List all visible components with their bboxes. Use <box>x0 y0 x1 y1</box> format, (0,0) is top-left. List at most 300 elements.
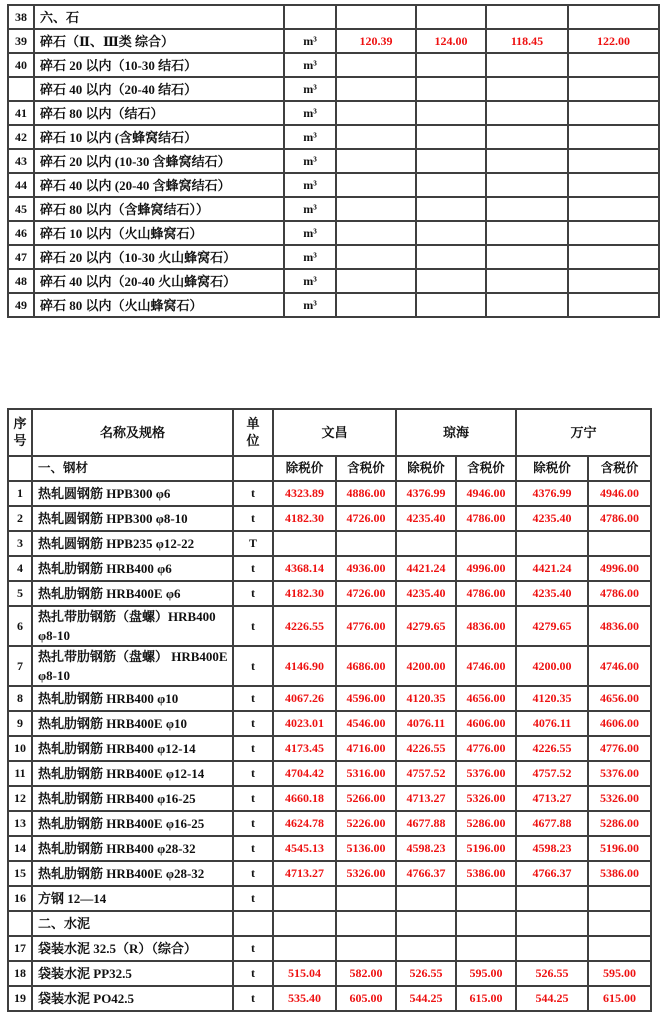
item-name-cell: 碎石 20 以内（10-30 火山蜂窝石） <box>34 245 284 269</box>
price-cell <box>456 936 516 961</box>
price-cell: 5136.00 <box>336 836 396 861</box>
price-cell: 122.00 <box>568 29 659 53</box>
item-name-cell: 方钢 12—14 <box>32 886 233 911</box>
table-row <box>8 125 659 149</box>
price-cell: 4946.00 <box>456 481 516 506</box>
table-row <box>8 77 659 101</box>
price-cell: 4200.00 <box>396 646 456 686</box>
table-row <box>8 506 651 531</box>
row-number-cell: 16 <box>8 886 32 911</box>
row-number-cell: 11 <box>8 761 32 786</box>
item-name-cell: 热轧肋钢筋 HRB400 φ16-25 <box>32 786 233 811</box>
price-cell <box>336 293 416 317</box>
price-cell <box>336 911 396 936</box>
row-number-cell: 5 <box>8 581 32 606</box>
price-cell <box>396 936 456 961</box>
table-row <box>8 861 651 886</box>
unit-cell: m³ <box>284 221 336 245</box>
row-number-cell: 49 <box>8 293 34 317</box>
unit-cell: T <box>233 531 273 556</box>
price-cell <box>416 173 486 197</box>
price-cell: 5226.00 <box>336 811 396 836</box>
price-cell: 4726.00 <box>336 506 396 531</box>
unit-cell: t <box>233 481 273 506</box>
table-row <box>8 245 659 269</box>
price-cell: 4624.78 <box>273 811 336 836</box>
row-number-cell: 38 <box>8 5 34 29</box>
table-row <box>8 986 651 1011</box>
price-cell: 5326.00 <box>336 861 396 886</box>
price-cell: 5386.00 <box>588 861 651 886</box>
unit-cell <box>284 5 336 29</box>
row-number-cell: 43 <box>8 149 34 173</box>
price-cell <box>588 531 651 556</box>
price-cell <box>588 886 651 911</box>
unit-cell: t <box>233 556 273 581</box>
item-name-cell: 碎石（Ⅱ、Ⅲ类 综合） <box>34 29 284 53</box>
header-city-qionghai: 琼海 <box>396 409 516 456</box>
price-cell <box>568 269 659 293</box>
table-row <box>8 886 651 911</box>
item-name-cell: 碎石 20 以内 (10-30 含蜂窝结石） <box>34 149 284 173</box>
col-label-extax: 除税价 <box>516 456 588 481</box>
table-row <box>8 556 651 581</box>
unit-cell: m³ <box>284 149 336 173</box>
price-cell: 4421.24 <box>396 556 456 581</box>
price-cell <box>486 293 568 317</box>
price-cell: 4376.99 <box>516 481 588 506</box>
table-row <box>8 293 659 317</box>
header-city-wanning: 万宁 <box>516 409 651 456</box>
row-number-cell: 47 <box>8 245 34 269</box>
price-cell <box>336 936 396 961</box>
price-cell <box>336 886 396 911</box>
price-cell: 4120.35 <box>396 686 456 711</box>
table-row <box>8 173 659 197</box>
price-cell: 595.00 <box>588 961 651 986</box>
price-cell: 120.39 <box>336 29 416 53</box>
price-cell: 4713.27 <box>516 786 588 811</box>
table-row <box>8 646 651 686</box>
price-cell <box>396 911 456 936</box>
price-cell <box>486 125 568 149</box>
price-cell: 5326.00 <box>588 786 651 811</box>
row-number-cell: 15 <box>8 861 32 886</box>
price-cell <box>588 936 651 961</box>
item-name-cell: 二、水泥 <box>32 911 233 936</box>
price-cell <box>416 245 486 269</box>
price-cell: 4656.00 <box>456 686 516 711</box>
price-cell <box>588 911 651 936</box>
item-name-cell: 袋装水泥 PP32.5 <box>32 961 233 986</box>
price-cell: 5326.00 <box>456 786 516 811</box>
price-cell: 595.00 <box>456 961 516 986</box>
price-cell: 4173.45 <box>273 736 336 761</box>
col-label-extax: 除税价 <box>396 456 456 481</box>
row-number-cell: 9 <box>8 711 32 736</box>
price-cell <box>336 149 416 173</box>
price-cell: 4836.00 <box>456 606 516 646</box>
row-number-cell: 17 <box>8 936 32 961</box>
price-cell: 4235.40 <box>396 581 456 606</box>
price-cell <box>456 886 516 911</box>
unit-cell: m³ <box>284 197 336 221</box>
price-cell: 4677.88 <box>516 811 588 836</box>
item-name-cell: 碎石 80 以内（结石） <box>34 101 284 125</box>
price-cell <box>416 197 486 221</box>
price-cell: 4996.00 <box>456 556 516 581</box>
price-cell: 4067.26 <box>273 686 336 711</box>
row-number-cell: 42 <box>8 125 34 149</box>
col-label-inctax: 含税价 <box>456 456 516 481</box>
item-name-cell: 袋装水泥 PO42.5 <box>32 986 233 1011</box>
price-cell <box>516 936 588 961</box>
price-cell: 4076.11 <box>516 711 588 736</box>
price-cell <box>486 53 568 77</box>
price-cell: 4786.00 <box>588 581 651 606</box>
price-cell: 4716.00 <box>336 736 396 761</box>
item-name-cell: 热轧肋钢筋 HRB400E φ28-32 <box>32 861 233 886</box>
item-name-cell: 热轧肋钢筋 HRB400 φ10 <box>32 686 233 711</box>
table-row <box>8 221 659 245</box>
price-cell: 4996.00 <box>588 556 651 581</box>
price-cell <box>416 293 486 317</box>
price-cell <box>568 221 659 245</box>
price-cell <box>568 125 659 149</box>
price-cell: 4226.55 <box>396 736 456 761</box>
price-cell: 118.45 <box>486 29 568 53</box>
unit-cell: t <box>233 986 273 1011</box>
price-cell <box>336 5 416 29</box>
price-cell: 4776.00 <box>588 736 651 761</box>
price-cell <box>486 77 568 101</box>
price-cell <box>516 911 588 936</box>
subheader-unit-empty <box>233 456 273 481</box>
row-number-cell: 10 <box>8 736 32 761</box>
price-cell: 615.00 <box>588 986 651 1011</box>
unit-cell: t <box>233 646 273 686</box>
price-cell <box>273 886 336 911</box>
price-cell <box>336 77 416 101</box>
table-row <box>8 936 651 961</box>
unit-cell: t <box>233 811 273 836</box>
price-cell: 4323.89 <box>273 481 336 506</box>
price-cell: 4660.18 <box>273 786 336 811</box>
price-cell <box>568 101 659 125</box>
unit-cell <box>233 911 273 936</box>
row-number-cell: 8 <box>8 686 32 711</box>
price-cell: 4226.55 <box>273 606 336 646</box>
unit-cell: t <box>233 936 273 961</box>
price-cell: 5196.00 <box>456 836 516 861</box>
item-name-cell: 热扎带肋钢筋（盘螺）HRB400 φ8-10 <box>32 606 233 646</box>
price-cell: 4836.00 <box>588 606 651 646</box>
steel-cement-price-table <box>7 408 652 1012</box>
price-cell: 4677.88 <box>396 811 456 836</box>
price-cell: 4776.00 <box>456 736 516 761</box>
unit-cell: t <box>233 886 273 911</box>
table-row <box>8 961 651 986</box>
price-cell <box>486 221 568 245</box>
unit-cell: t <box>233 786 273 811</box>
price-cell <box>486 5 568 29</box>
unit-cell: m³ <box>284 269 336 293</box>
item-name-cell: 热轧肋钢筋 HRB400 φ28-32 <box>32 836 233 861</box>
row-number-cell: 2 <box>8 506 32 531</box>
row-number-cell: 18 <box>8 961 32 986</box>
header-name: 名称及规格 <box>32 409 233 456</box>
price-cell: 4545.13 <box>273 836 336 861</box>
subheader-no-empty <box>8 456 32 481</box>
price-cell: 4182.30 <box>273 506 336 531</box>
price-cell: 124.00 <box>416 29 486 53</box>
table-header-row <box>8 409 651 456</box>
unit-cell: t <box>233 961 273 986</box>
row-number-cell: 39 <box>8 29 34 53</box>
price-cell <box>516 531 588 556</box>
price-cell <box>568 173 659 197</box>
col-label-extax: 除税价 <box>273 456 336 481</box>
row-number-cell: 46 <box>8 221 34 245</box>
price-cell: 4766.37 <box>396 861 456 886</box>
price-cell: 4235.40 <box>396 506 456 531</box>
price-cell <box>416 149 486 173</box>
price-cell: 4606.00 <box>456 711 516 736</box>
price-cell: 4200.00 <box>516 646 588 686</box>
table-row <box>8 5 659 29</box>
row-number-cell: 14 <box>8 836 32 861</box>
col-label-inctax: 含税价 <box>336 456 396 481</box>
price-cell <box>336 101 416 125</box>
item-name-cell: 碎石 10 以内（火山蜂窝石） <box>34 221 284 245</box>
price-cell <box>416 77 486 101</box>
price-cell <box>568 293 659 317</box>
price-cell <box>516 886 588 911</box>
price-cell <box>336 531 396 556</box>
price-cell: 5376.00 <box>456 761 516 786</box>
unit-cell: m³ <box>284 125 336 149</box>
unit-cell: m³ <box>284 293 336 317</box>
price-cell: 526.55 <box>396 961 456 986</box>
price-cell <box>396 531 456 556</box>
table-row <box>8 836 651 861</box>
price-cell: 4746.00 <box>588 646 651 686</box>
price-cell: 4726.00 <box>336 581 396 606</box>
price-cell <box>336 197 416 221</box>
table-row <box>8 711 651 736</box>
item-name-cell: 碎石 40 以内（20-40 火山蜂窝石） <box>34 269 284 293</box>
price-cell: 4656.00 <box>588 686 651 711</box>
price-cell: 4023.01 <box>273 711 336 736</box>
price-cell: 4235.40 <box>516 581 588 606</box>
price-cell <box>568 5 659 29</box>
price-cell: 4776.00 <box>336 606 396 646</box>
row-number-cell: 12 <box>8 786 32 811</box>
price-cell: 5286.00 <box>588 811 651 836</box>
header-city-wenchang: 文昌 <box>273 409 396 456</box>
table-row <box>8 29 659 53</box>
item-name-cell: 碎石 40 以内 (20-40 含蜂窝结石） <box>34 173 284 197</box>
price-cell: 4886.00 <box>336 481 396 506</box>
price-cell <box>486 269 568 293</box>
price-cell <box>486 197 568 221</box>
price-cell: 4686.00 <box>336 646 396 686</box>
price-cell: 4146.90 <box>273 646 336 686</box>
table-row <box>8 606 651 646</box>
price-cell: 544.25 <box>396 986 456 1011</box>
price-cell <box>396 886 456 911</box>
table-row <box>8 149 659 173</box>
row-number-cell <box>8 911 32 936</box>
price-cell: 4182.30 <box>273 581 336 606</box>
item-name-cell: 六、石 <box>34 5 284 29</box>
price-cell: 4279.65 <box>396 606 456 646</box>
section-steel-label: 一、钢材 <box>32 456 233 481</box>
item-name-cell: 热轧肋钢筋 HRB400E φ6 <box>32 581 233 606</box>
price-cell: 4235.40 <box>516 506 588 531</box>
unit-cell: m³ <box>284 29 336 53</box>
table-row <box>8 811 651 836</box>
item-name-cell: 热轧圆钢筋 HPB300 φ6 <box>32 481 233 506</box>
row-number-cell: 7 <box>8 646 32 686</box>
unit-cell: t <box>233 711 273 736</box>
price-cell: 5376.00 <box>588 761 651 786</box>
table-row <box>8 736 651 761</box>
row-number-cell: 19 <box>8 986 32 1011</box>
price-cell: 4786.00 <box>588 506 651 531</box>
price-cell: 4598.23 <box>396 836 456 861</box>
unit-cell: t <box>233 581 273 606</box>
row-number-cell: 13 <box>8 811 32 836</box>
item-name-cell: 碎石 10 以内 (含蜂窝结石） <box>34 125 284 149</box>
unit-cell: t <box>233 761 273 786</box>
price-cell <box>486 173 568 197</box>
header-unit-label: 单位 <box>246 416 260 448</box>
price-cell <box>336 173 416 197</box>
price-cell: 5386.00 <box>456 861 516 886</box>
unit-cell: m³ <box>284 77 336 101</box>
table-row <box>8 686 651 711</box>
price-cell: 4598.23 <box>516 836 588 861</box>
item-name-cell: 热轧肋钢筋 HRB400 φ6 <box>32 556 233 581</box>
price-cell <box>568 149 659 173</box>
price-cell: 4076.11 <box>396 711 456 736</box>
unit-cell: t <box>233 686 273 711</box>
item-name-cell: 碎石 40 以内（20-40 结石） <box>34 77 284 101</box>
price-cell <box>416 53 486 77</box>
price-cell <box>486 101 568 125</box>
price-cell <box>416 221 486 245</box>
table-subheader-row <box>8 456 651 481</box>
price-cell: 4226.55 <box>516 736 588 761</box>
price-cell: 5196.00 <box>588 836 651 861</box>
price-cell <box>416 101 486 125</box>
price-cell: 615.00 <box>456 986 516 1011</box>
price-cell: 515.04 <box>273 961 336 986</box>
row-number-cell: 40 <box>8 53 34 77</box>
price-cell: 4704.42 <box>273 761 336 786</box>
price-cell: 4606.00 <box>588 711 651 736</box>
price-cell: 4279.65 <box>516 606 588 646</box>
price-cell <box>456 531 516 556</box>
price-cell: 544.25 <box>516 986 588 1011</box>
price-cell: 4546.00 <box>336 711 396 736</box>
row-number-cell: 44 <box>8 173 34 197</box>
price-cell: 582.00 <box>336 961 396 986</box>
col-label-inctax: 含税价 <box>588 456 651 481</box>
unit-cell: t <box>233 606 273 646</box>
table-row <box>8 761 651 786</box>
price-cell: 4596.00 <box>336 686 396 711</box>
price-cell: 5316.00 <box>336 761 396 786</box>
unit-cell: m³ <box>284 53 336 77</box>
price-cell: 4746.00 <box>456 646 516 686</box>
table-row <box>8 531 651 556</box>
price-cell: 4766.37 <box>516 861 588 886</box>
header-unit <box>233 409 273 456</box>
item-name-cell: 袋装水泥 32.5（R）（综合） <box>32 936 233 961</box>
price-cell <box>273 911 336 936</box>
row-number-cell: 4 <box>8 556 32 581</box>
row-number-cell <box>8 77 34 101</box>
item-name-cell: 碎石 20 以内（10-30 结石） <box>34 53 284 77</box>
unit-cell: m³ <box>284 173 336 197</box>
price-cell <box>568 197 659 221</box>
table-row <box>8 101 659 125</box>
unit-cell: t <box>233 736 273 761</box>
price-cell <box>273 936 336 961</box>
price-cell <box>273 531 336 556</box>
price-cell: 5286.00 <box>456 811 516 836</box>
table-row <box>8 911 651 936</box>
item-name-cell: 热轧圆钢筋 HPB235 φ12-22 <box>32 531 233 556</box>
price-cell <box>568 245 659 269</box>
unit-cell: m³ <box>284 101 336 125</box>
row-number-cell: 6 <box>8 606 32 646</box>
price-cell: 4786.00 <box>456 506 516 531</box>
row-number-cell: 3 <box>8 531 32 556</box>
price-cell: 5266.00 <box>336 786 396 811</box>
price-cell: 4713.27 <box>396 786 456 811</box>
price-cell <box>336 221 416 245</box>
item-name-cell: 碎石 80 以内（火山蜂窝石） <box>34 293 284 317</box>
price-cell: 526.55 <box>516 961 588 986</box>
price-cell: 4120.35 <box>516 686 588 711</box>
table-row <box>8 53 659 77</box>
price-cell: 4786.00 <box>456 581 516 606</box>
price-cell <box>336 53 416 77</box>
price-cell <box>568 77 659 101</box>
item-name-cell: 热轧圆钢筋 HPB300 φ8-10 <box>32 506 233 531</box>
price-cell <box>486 245 568 269</box>
item-name-cell: 热轧肋钢筋 HRB400E φ16-25 <box>32 811 233 836</box>
item-name-cell: 热扎带肋钢筋（盘螺） HRB400E φ8-10 <box>32 646 233 686</box>
price-cell <box>568 53 659 77</box>
price-cell: 535.40 <box>273 986 336 1011</box>
unit-cell: t <box>233 506 273 531</box>
price-cell: 4713.27 <box>273 861 336 886</box>
price-cell: 4368.14 <box>273 556 336 581</box>
table-row <box>8 581 651 606</box>
item-name-cell: 热轧肋钢筋 HRB400E φ12-14 <box>32 761 233 786</box>
unit-cell: m³ <box>284 245 336 269</box>
header-no-label: 序号 <box>13 416 27 448</box>
table-row <box>8 269 659 293</box>
price-cell <box>456 911 516 936</box>
table-row <box>8 786 651 811</box>
header-no <box>8 409 32 456</box>
row-number-cell: 48 <box>8 269 34 293</box>
